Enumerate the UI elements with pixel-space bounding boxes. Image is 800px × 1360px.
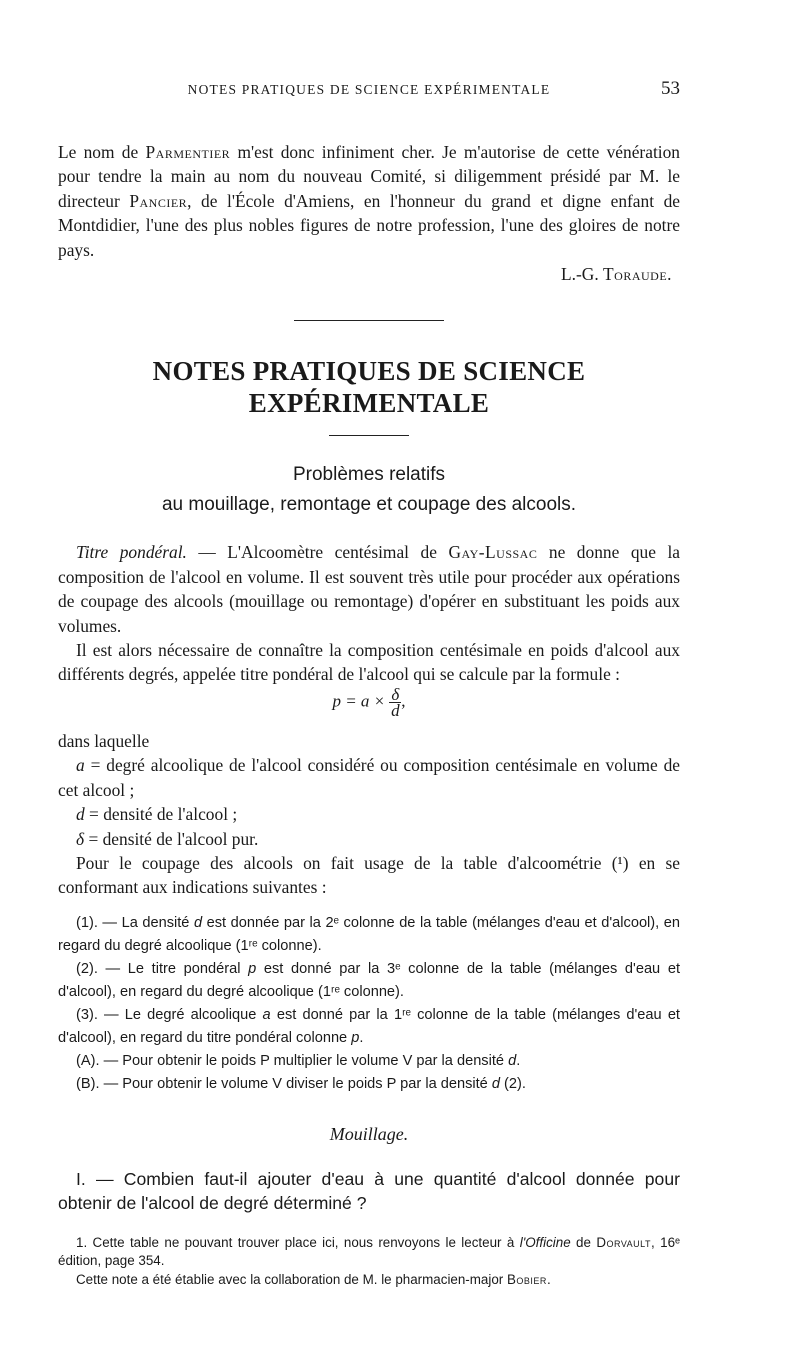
name-gay-lussac: Gay-Lussac <box>448 542 538 563</box>
formula-left: p = a × <box>332 691 390 711</box>
footnote-2 <box>58 1271 680 1290</box>
item-3-c: . <box>359 1029 364 1046</box>
definition-a <box>58 753 680 802</box>
item-2-var: p <box>248 960 257 977</box>
item-3-b: est donné par la 1ʳᵉ colonne de la table (mélanges d'eau et d'alcool), en regard du titre pondéral colonne <box>58 1006 680 1046</box>
paragraph-titre-ponderal <box>58 540 680 638</box>
var-d: d <box>76 804 85 825</box>
var-a: a <box>76 755 85 776</box>
intro-paragraph <box>58 140 680 262</box>
running-title: NOTES PRATIQUES DE SCIENCE EXPÉRIMENTALE <box>187 82 551 97</box>
item-3-var: a <box>262 1006 271 1023</box>
item-B-var: d <box>491 1075 500 1092</box>
mouillage-heading: Mouillage. <box>329 1123 409 1144</box>
dans-laquelle: dans laquelle <box>58 730 150 751</box>
formula <box>58 684 680 729</box>
name-bobier: Bobier <box>506 1271 547 1287</box>
page <box>58 76 680 1290</box>
item-1 <box>58 912 680 958</box>
paragraph-coupage: Pour le coupage des alcools on fait usage de la table d'alcoométrie (¹) en se conformant aux indications suivantes : <box>58 852 680 898</box>
item-1-a: (1). — La densité <box>76 914 194 931</box>
def-delta-text: = densité de l'alcool pur. <box>84 828 259 849</box>
formula-denominator: d <box>391 700 400 720</box>
item-1-b: est donnée par la 2ᵉ colonne de la table (mélanges d'eau et d'alcool), en regard du degré alcoolique (1ʳᵉ colonne). <box>58 914 680 954</box>
subtitle-line-1: Problèmes relatifs <box>292 464 446 486</box>
definition-delta <box>58 827 680 851</box>
formula-end: , <box>401 691 406 711</box>
intro-text-b: m'est donc infiniment cher. Je m'autorise de cette vénération pour tendre la main au nom du nouveau Comité, si diligemment présidé par M. le directeur <box>58 142 681 211</box>
item-B <box>58 1073 680 1096</box>
titre-ponderal-lead: Titre pondéral. <box>76 542 187 563</box>
footnote-1-c: , 16ᵉ édition, page 354. <box>58 1234 680 1269</box>
item-2-a: (2). — Le titre pondéral <box>76 960 249 977</box>
item-1-var: d <box>193 914 203 931</box>
item-3-a: (3). — Le degré alcoolique <box>76 1006 263 1023</box>
intro-text-a: Le nom de <box>58 142 146 162</box>
footnote-2-b: . <box>546 1271 551 1287</box>
p2-text-b: ne donne que la composition de l'alcool en volume. Il est souvent très utile pour procéder aux opérations de coupage des alcools (mouillage ou remontage) d'opérer en substituant les poids aux volumes. <box>58 542 680 636</box>
footnote-2-a: Cette note a été établie avec la collaboration de M. le pharmacien-major <box>76 1271 507 1287</box>
formula-fraction <box>389 684 401 720</box>
item-A-b: . <box>516 1052 521 1069</box>
def-a-text: = degré alcoolique de l'alcool considéré ou composition centésimale en volume de cet alcool ; <box>58 755 680 800</box>
page-number: 53 <box>661 78 680 99</box>
name-parmentier: Parmentier <box>145 142 231 162</box>
var-delta: δ <box>76 828 85 849</box>
item-B-a: (B). — Pour obtenir le volume V diviser le poids P par la densité <box>76 1075 492 1092</box>
item-2-b: est donné par la 3ᵉ colonne de la table (mélanges d'eau et d'alcool), en regard du degré alcoolique (1ʳᵉ colonne). <box>58 960 680 1000</box>
running-header <box>58 76 680 106</box>
item-A <box>58 1050 680 1073</box>
definition-d <box>58 802 680 826</box>
item-A-a: (A). — Pour obtenir le poids P multiplier le volume V par la densité <box>76 1052 509 1069</box>
signature-initials: L.-G. <box>561 264 604 285</box>
footnote-1-a: 1. Cette table ne pouvant trouver place ici, nous renvoyons le lecteur à <box>76 1234 520 1250</box>
footnote-1 <box>58 1234 680 1271</box>
item-3 <box>58 1004 680 1050</box>
paragraph-composition: Il est alors nécessaire de connaître la composition centésimale en poids d'alcool aux différents degrés, appelée titre pondéral de l'alcool qui se calcule par la formule : <box>58 640 680 685</box>
question-1: I. — Combien faut-il ajouter d'eau à une quantité d'alcool donnée pour obtenir de l'alcool de degré déterminé ? <box>58 1168 680 1214</box>
name-dorvault: Dorvault <box>596 1234 652 1250</box>
p2-text-a: — L'Alcoomètre centésimal de <box>186 542 449 563</box>
def-d-text: = densité de l'alcool ; <box>84 804 238 825</box>
section-title: NOTES PRATIQUES DE SCIENCE EXPÉRIMENTALE <box>152 356 586 419</box>
formula-numerator: δ <box>391 684 400 704</box>
item-A-var: d <box>508 1052 517 1069</box>
intro-text-c: , de l'École d'Amiens, en l'honneur du grand et digne enfant de Montdidier, l'une des plus nobles figures de notre profession, l'une des gloires de notre pays. <box>58 190 680 260</box>
item-2 <box>58 958 680 1004</box>
subtitle-line-2: au mouillage, remontage et coupage des alcools. <box>161 494 577 516</box>
footnote-1-b: de <box>570 1234 597 1250</box>
item-B-b: (2). <box>499 1075 526 1092</box>
signature <box>58 262 680 286</box>
item-3-var2: p <box>351 1029 360 1046</box>
signature-name: Toraude. <box>603 264 672 285</box>
name-pancier: Pancier <box>129 190 188 211</box>
footnote-officine: l'Officine <box>519 1234 571 1250</box>
